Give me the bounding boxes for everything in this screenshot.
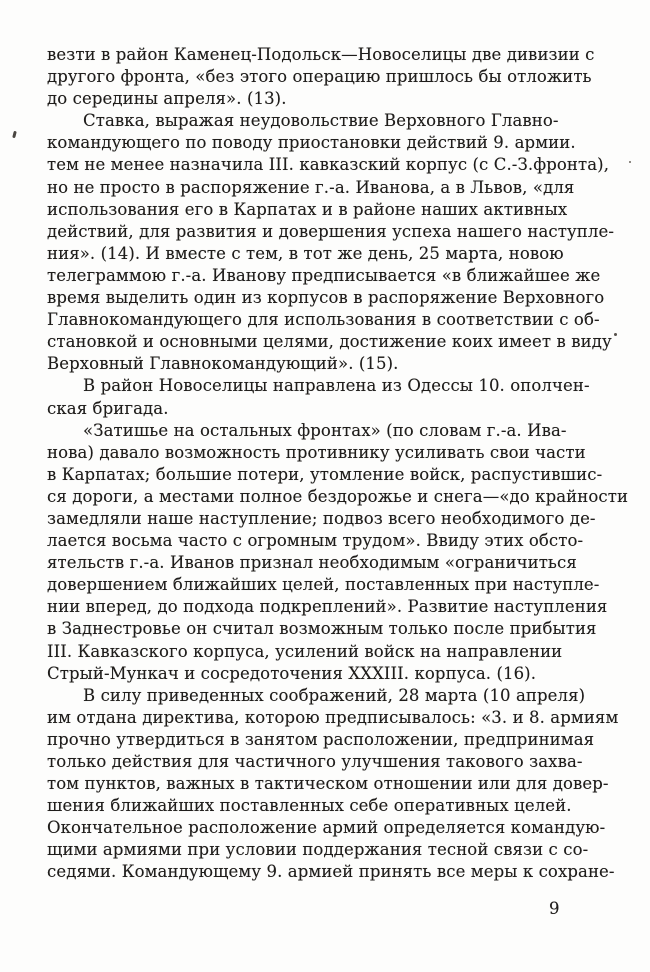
page-number: 9 bbox=[549, 899, 560, 918]
text-line: тем не менее назначила III. кавказский корпус (с С.-З.фронта), bbox=[47, 155, 610, 175]
text-line: ния». (14). И вместе с тем, в тот же день, 25 марта, новою bbox=[47, 243, 564, 263]
text-line: ся дороги, а местами полное бездорожье и снега—«до крайности bbox=[47, 486, 629, 506]
text-line: щими армиями при условии поддержания тесной связи с со- bbox=[47, 840, 589, 860]
text-line: Ставка, выражая неудовольствие Верховного Главно- bbox=[83, 111, 559, 131]
text-line: замедляли наше наступление; подвоз всего необходимого де- bbox=[47, 508, 596, 528]
text-line: шения ближайших поставленных себе оперативных целей. bbox=[47, 796, 572, 816]
scan-artifact bbox=[12, 131, 17, 139]
text-line: довершением ближайших целей, поставленных при наступле- bbox=[47, 575, 600, 595]
text-line: до середины апреля». (13). bbox=[47, 89, 287, 109]
text-line: «Затишье на остальных фронтах» (по словам г.-а. Ива- bbox=[83, 420, 567, 440]
text-line: Главнокомандующего для использования в соответствии с об- bbox=[47, 310, 600, 330]
text-line: ская бригада. bbox=[47, 398, 169, 418]
text-line: командующего по поводу приостановки действий 9. армии. bbox=[47, 133, 576, 153]
scan-artifact bbox=[614, 333, 617, 336]
text-line: нова) давало возможность противнику усиливать свои части bbox=[47, 442, 586, 462]
text-line: в Заднестровье он считал возможным только после прибытия bbox=[47, 619, 597, 639]
text-line: Стрый-Мункач и сосредоточения XXXIII. корпуса. (16). bbox=[47, 663, 537, 683]
text-line: В силу приведенных соображений, 28 марта (10 апреля) bbox=[83, 685, 586, 705]
page-text bbox=[47, 44, 629, 884]
text-line: седями. Командующему 9. армией принять все меры к сохране- bbox=[47, 862, 615, 882]
text-line: III. Кавказского корпуса, усилений войск на направлении bbox=[47, 641, 563, 661]
text-line: действий, для развития и довершения успеха нашего наступле- bbox=[47, 221, 615, 241]
text-line: телеграммою г.-а. Иванову предписывается «в ближайшее же bbox=[47, 265, 601, 285]
text-line: прочно утвердиться в занятом расположении, предпринимая bbox=[47, 729, 595, 749]
text-line: В район Новоселицы направлена из Одессы 10. ополчен- bbox=[83, 376, 590, 396]
scan-artifact bbox=[629, 161, 631, 163]
text-line: ятельств г.-а. Иванов признал необходимым «ограничиться bbox=[47, 553, 577, 573]
text-line: становкой и основными целями, достижение коих имеет в виду bbox=[47, 332, 612, 352]
text-line: лается восьма часто с огромным трудом». Ввиду этих обсто- bbox=[47, 531, 584, 551]
text-line: том пунктов, важных в тактическом отношении или для довер- bbox=[47, 774, 609, 794]
text-line: Верховный Главнокомандующий». (15). bbox=[47, 354, 399, 374]
text-line: им отдана директива, которою предписывалось: «3. и 8. армиям bbox=[47, 707, 619, 727]
text-line: другого фронта, «без этого операцию пришлось бы отложить bbox=[47, 67, 592, 87]
text-line: но не просто в распоряжение г.-а. Иванова, а в Львов, «для bbox=[47, 177, 575, 197]
text-line: нии вперед, до подхода подкреплений». Развитие наступления bbox=[47, 597, 608, 617]
text-line: только действия для частичного улучшения такового захва- bbox=[47, 752, 583, 771]
text-line: Окончательное расположение армий определяется командую- bbox=[47, 818, 606, 838]
text-line: в Карпатах; большие потери, утомление войск, распустившис- bbox=[47, 464, 603, 484]
text-line: использования его в Карпатах и в районе наших активных bbox=[47, 199, 568, 219]
text-line: везти в район Каменец-Подольск—Новоселицы две дивизии с bbox=[47, 45, 595, 64]
text-line: время выделить один из корпусов в распоряжение Верховного bbox=[47, 288, 605, 308]
